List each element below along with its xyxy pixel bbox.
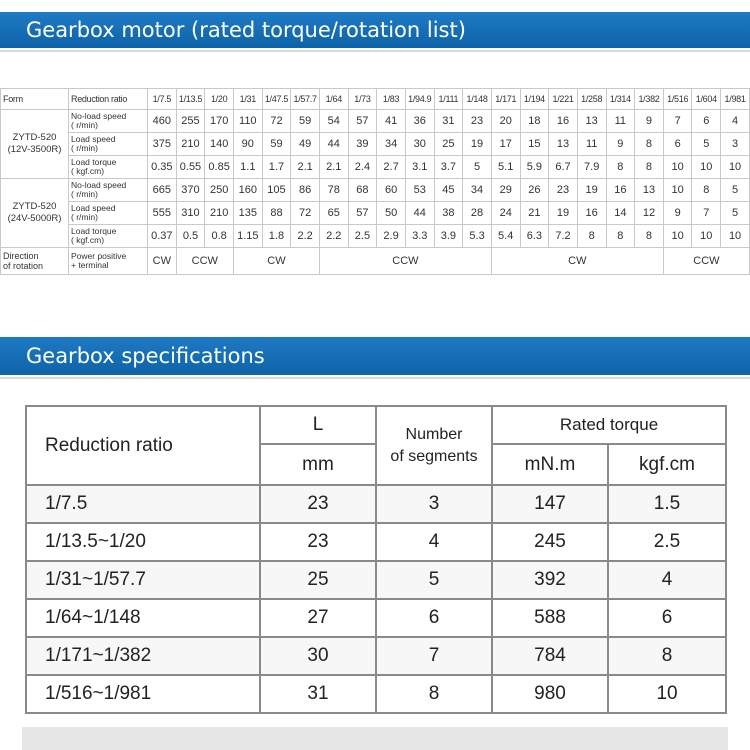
value-cell: 31 <box>434 110 463 133</box>
value-cell: 72 <box>291 202 320 225</box>
value-cell: 2.7 <box>377 156 406 179</box>
direction-row <box>1 248 750 275</box>
model-name: ZYTD-520 <box>12 132 57 143</box>
ratio-header-cell: 1/13.5 <box>176 89 205 110</box>
value-cell: 57 <box>348 202 377 225</box>
value-cell: 5.1 <box>491 156 520 179</box>
value-cell: 250 <box>205 179 234 202</box>
direction-group-cell: CW <box>233 248 319 275</box>
direction-label-line2: of rotation <box>3 261 44 271</box>
value-cell: 6 <box>692 110 721 133</box>
attribute-unit: ( r/min) <box>71 143 98 153</box>
model-data-row <box>1 225 750 248</box>
value-cell: 8 <box>692 179 721 202</box>
value-cell: 7 <box>663 110 692 133</box>
value-cell: 555 <box>148 202 177 225</box>
value-cell: 5.9 <box>520 156 549 179</box>
model-cell <box>1 179 69 248</box>
spec-segments-cell: 6 <box>376 599 492 637</box>
spec-segments-cell: 4 <box>376 523 492 561</box>
specification-row <box>26 675 726 713</box>
spec-torque-mnm-cell: 588 <box>492 599 608 637</box>
value-cell: 36 <box>405 110 434 133</box>
direction-group-cell: CCW <box>319 248 491 275</box>
direction-group-cell: CW <box>148 248 177 275</box>
ratio-header-row <box>1 89 750 110</box>
ratio-header-cell: 1/604 <box>692 89 721 110</box>
spec-ratio-cell: 1/7.5 <box>26 485 260 523</box>
value-cell: 65 <box>319 202 348 225</box>
value-cell: 8 <box>635 225 664 248</box>
specification-row <box>26 523 726 561</box>
value-cell: 9 <box>663 202 692 225</box>
attribute-cell <box>69 110 148 133</box>
value-cell: 3.9 <box>434 225 463 248</box>
value-cell: 59 <box>262 133 291 156</box>
value-cell: 8 <box>635 133 664 156</box>
value-cell: 10 <box>663 179 692 202</box>
ratio-header-cell: 1/31 <box>233 89 262 110</box>
spec-ratio-cell: 1/13.5~1/20 <box>26 523 260 561</box>
value-cell: 21 <box>520 202 549 225</box>
value-cell: 13 <box>577 110 606 133</box>
gearbox-specifications-table <box>25 405 727 714</box>
spec-ratio-cell: 1/171~1/382 <box>26 637 260 675</box>
value-cell: 7 <box>692 202 721 225</box>
value-cell: 5 <box>692 133 721 156</box>
ratio-header-cell: 1/94.9 <box>405 89 434 110</box>
header-torque-unit-kgfcm: kgf.cm <box>608 444 726 485</box>
value-cell: 0.35 <box>148 156 177 179</box>
value-cell: 26 <box>520 179 549 202</box>
header-number-of-segments-line1: Number <box>405 425 463 443</box>
spec-torque-mnm-cell: 784 <box>492 637 608 675</box>
value-cell: 0.8 <box>205 225 234 248</box>
value-cell: 28 <box>463 202 492 225</box>
attribute-cell <box>69 179 148 202</box>
value-cell: 13 <box>635 179 664 202</box>
divider <box>0 50 750 52</box>
value-cell: 34 <box>463 179 492 202</box>
value-cell: 10 <box>692 156 721 179</box>
value-cell: 23 <box>549 179 578 202</box>
ratio-header-cell: 1/171 <box>491 89 520 110</box>
section-title-specifications <box>0 337 750 375</box>
model-data-row <box>1 156 750 179</box>
value-cell: 9 <box>635 110 664 133</box>
value-cell: 2.9 <box>377 225 406 248</box>
value-cell: 30 <box>405 133 434 156</box>
section-title-torque-list <box>0 12 750 48</box>
value-cell: 1.1 <box>233 156 262 179</box>
spec-torque-mnm-cell: 245 <box>492 523 608 561</box>
direction-group-cell: CCW <box>176 248 233 275</box>
value-cell: 20 <box>491 110 520 133</box>
value-cell: 11 <box>606 110 635 133</box>
specification-row <box>26 485 726 523</box>
value-cell: 44 <box>405 202 434 225</box>
value-cell: 5 <box>463 156 492 179</box>
attribute-label: Load torque <box>71 226 117 236</box>
value-cell: 6.7 <box>549 156 578 179</box>
gearbox-specifications-table-body <box>26 406 726 713</box>
value-cell: 8 <box>606 225 635 248</box>
spec-torque-kgfcm-cell: 6 <box>608 599 726 637</box>
value-cell: 10 <box>721 225 750 248</box>
value-cell: 2.2 <box>319 225 348 248</box>
value-cell: 16 <box>606 179 635 202</box>
footer-bar <box>22 727 728 750</box>
attribute-cell <box>69 133 148 156</box>
spec-torque-kgfcm-cell: 8 <box>608 637 726 675</box>
value-cell: 0.37 <box>148 225 177 248</box>
attribute-unit: ( r/min) <box>71 212 98 222</box>
value-cell: 210 <box>205 202 234 225</box>
value-cell: 0.85 <box>205 156 234 179</box>
value-cell: 72 <box>262 110 291 133</box>
value-cell: 25 <box>434 133 463 156</box>
value-cell: 34 <box>377 133 406 156</box>
value-cell: 49 <box>291 133 320 156</box>
spec-torque-kgfcm-cell: 1.5 <box>608 485 726 523</box>
spec-ratio-cell: 1/64~1/148 <box>26 599 260 637</box>
value-cell: 10 <box>692 225 721 248</box>
value-cell: 88 <box>262 202 291 225</box>
direction-condition-line2: + terminal <box>71 260 109 270</box>
attribute-unit: ( r/min) <box>71 189 98 199</box>
value-cell: 23 <box>463 110 492 133</box>
attribute-cell <box>69 225 148 248</box>
attribute-unit: ( kgf.cm) <box>71 235 105 245</box>
ratio-header-cell: 1/83 <box>377 89 406 110</box>
value-cell: 4 <box>721 110 750 133</box>
value-cell: 53 <box>405 179 434 202</box>
attribute-label: No-load speed <box>71 180 127 190</box>
value-cell: 2.4 <box>348 156 377 179</box>
value-cell: 105 <box>262 179 291 202</box>
value-cell: 135 <box>233 202 262 225</box>
spec-segments-cell: 7 <box>376 637 492 675</box>
header-length-unit: mm <box>260 444 376 485</box>
value-cell: 3.1 <box>405 156 434 179</box>
value-cell: 57 <box>348 110 377 133</box>
value-cell: 665 <box>148 179 177 202</box>
spec-ratio-cell: 1/31~1/57.7 <box>26 561 260 599</box>
ratio-header-cell: 1/382 <box>635 89 664 110</box>
spec-length-cell: 31 <box>260 675 376 713</box>
value-cell: 7.2 <box>549 225 578 248</box>
header-length: L <box>260 406 376 444</box>
value-cell: 11 <box>577 133 606 156</box>
value-cell: 6 <box>663 133 692 156</box>
section-title-specifications-text: Gearbox specifications <box>26 344 265 368</box>
value-cell: 3.3 <box>405 225 434 248</box>
header-number-of-segments-line2: of segments <box>390 447 478 465</box>
value-cell: 1.8 <box>262 225 291 248</box>
value-cell: 6.3 <box>520 225 549 248</box>
direction-condition <box>69 248 148 275</box>
value-cell: 16 <box>577 202 606 225</box>
value-cell: 9 <box>606 133 635 156</box>
value-cell: 460 <box>148 110 177 133</box>
form-label: Form <box>1 89 69 110</box>
model-name: ZYTD-520 <box>12 201 57 212</box>
spec-torque-mnm-cell: 980 <box>492 675 608 713</box>
spec-ratio-cell: 1/516~1/981 <box>26 675 260 713</box>
value-cell: 0.5 <box>176 225 205 248</box>
direction-label <box>1 248 69 275</box>
value-cell: 17 <box>491 133 520 156</box>
value-cell: 86 <box>291 179 320 202</box>
attribute-unit: ( kgf.cm) <box>71 166 105 176</box>
value-cell: 1.7 <box>262 156 291 179</box>
value-cell: 5 <box>721 179 750 202</box>
direction-label-line1: Direction <box>3 251 39 261</box>
spec-segments-cell: 8 <box>376 675 492 713</box>
model-cell <box>1 110 69 179</box>
value-cell: 12 <box>635 202 664 225</box>
torque-rotation-table-body <box>1 89 750 275</box>
value-cell: 13 <box>549 133 578 156</box>
section-title-torque-list-text: Gearbox motor (rated torque/rotation list) <box>26 18 466 42</box>
value-cell: 68 <box>348 179 377 202</box>
ratio-header-cell: 1/47.5 <box>262 89 291 110</box>
header-rated-torque: Rated torque <box>492 406 726 444</box>
attribute-label: Load torque <box>71 157 117 167</box>
value-cell: 50 <box>377 202 406 225</box>
value-cell: 78 <box>319 179 348 202</box>
header-number-of-segments <box>376 406 492 485</box>
attribute-cell <box>69 202 148 225</box>
value-cell: 375 <box>148 133 177 156</box>
ratio-header-cell: 1/314 <box>606 89 635 110</box>
ratio-header-cell: 1/258 <box>577 89 606 110</box>
value-cell: 39 <box>348 133 377 156</box>
value-cell: 29 <box>491 179 520 202</box>
value-cell: 19 <box>549 202 578 225</box>
value-cell: 60 <box>377 179 406 202</box>
direction-group-cell: CCW <box>663 248 749 275</box>
model-data-row <box>1 202 750 225</box>
value-cell: 160 <box>233 179 262 202</box>
value-cell: 54 <box>319 110 348 133</box>
value-cell: 210 <box>176 133 205 156</box>
attribute-label: Load speed <box>71 203 116 213</box>
value-cell: 2.2 <box>291 225 320 248</box>
torque-rotation-table <box>0 88 750 275</box>
direction-condition-line1: Power positive <box>71 251 127 261</box>
attribute-cell <box>69 156 148 179</box>
model-spec: (12V-3500R) <box>7 144 62 155</box>
ratio-header-cell: 1/981 <box>721 89 750 110</box>
ratio-header-cell: 1/221 <box>549 89 578 110</box>
spec-length-cell: 27 <box>260 599 376 637</box>
ratio-header-cell: 1/7.5 <box>148 89 177 110</box>
value-cell: 90 <box>233 133 262 156</box>
value-cell: 18 <box>520 110 549 133</box>
value-cell: 5 <box>721 202 750 225</box>
attribute-label: No-load speed <box>71 111 127 121</box>
value-cell: 255 <box>176 110 205 133</box>
attribute-unit: ( r/min) <box>71 120 98 130</box>
ratio-header-cell: 1/148 <box>463 89 492 110</box>
value-cell: 45 <box>434 179 463 202</box>
value-cell: 2.5 <box>348 225 377 248</box>
ratio-header-cell: 1/57.7 <box>291 89 320 110</box>
value-cell: 2.1 <box>319 156 348 179</box>
divider <box>0 377 750 379</box>
value-cell: 1.15 <box>233 225 262 248</box>
spec-segments-cell: 5 <box>376 561 492 599</box>
value-cell: 3.7 <box>434 156 463 179</box>
value-cell: 41 <box>377 110 406 133</box>
value-cell: 16 <box>549 110 578 133</box>
model-spec: (24V-5000R) <box>7 213 62 224</box>
spec-torque-kgfcm-cell: 10 <box>608 675 726 713</box>
value-cell: 14 <box>606 202 635 225</box>
value-cell: 24 <box>491 202 520 225</box>
value-cell: 310 <box>176 202 205 225</box>
value-cell: 44 <box>319 133 348 156</box>
value-cell: 8 <box>635 156 664 179</box>
model-data-row <box>1 179 750 202</box>
spec-torque-mnm-cell: 392 <box>492 561 608 599</box>
value-cell: 370 <box>176 179 205 202</box>
specification-row <box>26 561 726 599</box>
value-cell: 110 <box>233 110 262 133</box>
value-cell: 5.3 <box>463 225 492 248</box>
ratio-header-cell: 1/73 <box>348 89 377 110</box>
specifications-header-row <box>26 406 726 444</box>
specification-row <box>26 599 726 637</box>
spec-length-cell: 30 <box>260 637 376 675</box>
reduction-ratio-label: Reduction ratio <box>69 89 148 110</box>
spec-torque-mnm-cell: 147 <box>492 485 608 523</box>
ratio-header-cell: 1/111 <box>434 89 463 110</box>
spec-torque-kgfcm-cell: 4 <box>608 561 726 599</box>
value-cell: 38 <box>434 202 463 225</box>
value-cell: 140 <box>205 133 234 156</box>
value-cell: 10 <box>663 156 692 179</box>
value-cell: 0.55 <box>176 156 205 179</box>
value-cell: 8 <box>606 156 635 179</box>
value-cell: 3 <box>721 133 750 156</box>
spec-length-cell: 23 <box>260 485 376 523</box>
attribute-label: Load speed <box>71 134 116 144</box>
specification-row <box>26 637 726 675</box>
spec-torque-kgfcm-cell: 2.5 <box>608 523 726 561</box>
value-cell: 8 <box>577 225 606 248</box>
value-cell: 15 <box>520 133 549 156</box>
direction-group-cell: CW <box>491 248 663 275</box>
ratio-header-cell: 1/20 <box>205 89 234 110</box>
spec-length-cell: 25 <box>260 561 376 599</box>
value-cell: 5.4 <box>491 225 520 248</box>
value-cell: 10 <box>721 156 750 179</box>
spec-length-cell: 23 <box>260 523 376 561</box>
header-reduction-ratio: Reduction ratio <box>26 406 260 485</box>
ratio-header-cell: 1/194 <box>520 89 549 110</box>
ratio-header-cell: 1/516 <box>663 89 692 110</box>
value-cell: 19 <box>463 133 492 156</box>
spec-segments-cell: 3 <box>376 485 492 523</box>
value-cell: 10 <box>663 225 692 248</box>
header-torque-unit-mnm: mN.m <box>492 444 608 485</box>
value-cell: 170 <box>205 110 234 133</box>
model-data-row <box>1 133 750 156</box>
ratio-header-cell: 1/64 <box>319 89 348 110</box>
value-cell: 59 <box>291 110 320 133</box>
model-data-row <box>1 110 750 133</box>
value-cell: 2.1 <box>291 156 320 179</box>
value-cell: 7.9 <box>577 156 606 179</box>
value-cell: 19 <box>577 179 606 202</box>
